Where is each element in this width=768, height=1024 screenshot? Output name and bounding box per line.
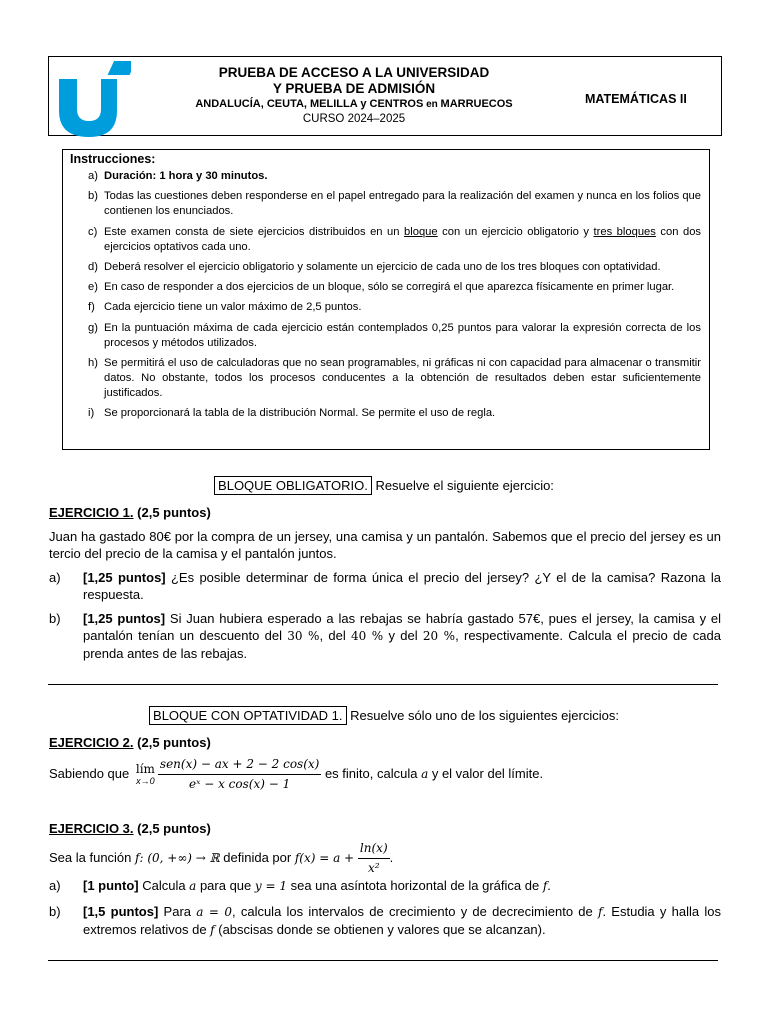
block-mandatory-text: Resuelve el siguiente ejercicio: [371, 478, 554, 493]
header-course: CURSO 2024–2025 [302, 113, 406, 125]
exercise-2-points: (2,5 puntos) [133, 735, 211, 750]
instruction-marker: f) [88, 301, 95, 314]
instruction-text: Cada ejercicio tiene un valor máximo de 2,5 puntos. [104, 301, 362, 314]
instruction-item [70, 260, 701, 275]
instruction-marker: g) [88, 321, 98, 334]
exercise-1-part-b [49, 610, 721, 662]
part-text: Calcula [138, 878, 190, 893]
header-title-line2: Y PRUEBA DE ADMISIÓN [272, 81, 436, 96]
fraction-denominator: x² [367, 861, 380, 875]
instruction-text: Se permitirá el uso de calculadoras que no sean programables, ni gráficas ni con capacidad para almacenar o transmitir datos. No obstante, todos los procesos conducentes a la obtención de resultados deben estar suficientemente justificados. [104, 357, 701, 400]
instruction-marker: d) [88, 260, 98, 273]
limit-subscript: x→0 [136, 775, 155, 786]
header-titles [149, 65, 559, 127]
math-var: a [189, 879, 197, 893]
instruction-item [70, 225, 701, 255]
part-marker: a) [49, 878, 61, 893]
function-fraction [358, 840, 390, 877]
instruction-text: Se proporcionará la tabla de la distribución Normal. Se permite el uso de regla. [104, 407, 496, 420]
exercise-1-label: EJERCICIO 1. [49, 505, 134, 520]
header-regions-b: MARRUECOS [440, 98, 513, 110]
header-regions-a: ANDALUCÍA, CEUTA, MELILLA y CENTROS [195, 98, 424, 110]
header-title-line1: PRUEBA DE ACCESO A LA UNIVERSIDAD [218, 65, 490, 80]
part-marker: b) [49, 611, 61, 626]
part-text: , respectivamente. Calcula el precio de cada prenda antes de las rebajas. [83, 628, 721, 661]
instruction-underlined: tres bloques [593, 225, 656, 238]
instruction-item [70, 321, 701, 351]
header-regions-en: en [423, 99, 441, 110]
instruction-text: En caso de responder a dos ejercicios de un bloque, sólo se corregirá el que aparezca físicamente en primer lugar. [104, 281, 675, 294]
instruction-item [70, 280, 701, 295]
university-logo-icon [55, 59, 131, 137]
exercise-3-statement [49, 840, 721, 877]
exercise-3-title [49, 821, 211, 836]
statement-text: . [389, 849, 394, 865]
statement-text: Sabiendo que [49, 765, 133, 781]
block-mandatory-heading [0, 478, 768, 493]
instruction-text: Duración: 1 hora y 30 minutos. [104, 170, 268, 182]
instruction-text: con dos ejercicios optativos cada uno. [104, 225, 702, 253]
part-text: , del [319, 628, 352, 643]
part-text: (abscisas donde se obtienen y valores que se alcanzan). [214, 922, 546, 937]
instruction-text: Este examen consta de siete ejercicios distribuidos en un [104, 225, 405, 238]
instruction-marker: a) [88, 170, 98, 182]
function-signature: f: (0, +∞) → ℝ [135, 850, 220, 865]
instruction-item [70, 189, 701, 219]
discount-1: 30 % [287, 629, 320, 643]
exercise-1-points: (2,5 puntos) [133, 505, 211, 520]
part-points: [1,25 puntos] [83, 611, 166, 626]
part-text: . Estudia y halla los extremos relativos de [83, 904, 721, 937]
part-text: . [547, 878, 551, 893]
header-regions [149, 97, 559, 112]
instruction-marker: e) [88, 281, 98, 294]
instruction-underlined: bloque [404, 225, 438, 238]
instruction-text: con un ejercicio obligatorio y [437, 225, 594, 238]
instruction-marker: h) [88, 357, 98, 370]
instruction-item [70, 406, 701, 421]
instruction-text: Deberá resolver el ejercicio obligatorio y solamente un ejercicio de cada uno de los tres bloques con optatividad. [104, 260, 661, 273]
part-points: [1 punto] [83, 878, 139, 893]
exercise-2-label: EJERCICIO 2. [49, 735, 134, 750]
fraction-denominator: eˣ − x cos(x) − 1 [189, 777, 291, 791]
instruction-item [70, 300, 701, 315]
part-points: [1,25 puntos] [83, 570, 166, 585]
block-optional-1-text: Resuelve sólo uno de los siguientes ejercicios: [346, 708, 619, 723]
math-var: f [598, 905, 603, 919]
section-divider [48, 960, 718, 961]
instruction-marker: b) [88, 190, 98, 203]
instruction-item [70, 356, 701, 401]
exercise-2-title [49, 735, 211, 750]
discount-2: 40 % [351, 629, 384, 643]
instructions-title: Instrucciones: [70, 152, 156, 166]
part-text: y del [383, 628, 423, 643]
block-optional-1-heading [0, 708, 768, 723]
exercise-3-points: (2,5 puntos) [133, 821, 211, 836]
function-definition: f(x) = a + [294, 850, 358, 865]
math-expr: a = 0 [196, 905, 232, 919]
statement-text: definida por [219, 849, 295, 865]
exercise-1-statement: Juan ha gastado 80€ por la compra de un jersey, una camisa y un pantalón. Sabemos que el precio del jersey es un tercio del precio de la camisa y el pantalón juntos. [49, 529, 721, 561]
exam-header [48, 56, 722, 136]
part-text: Si Juan hubiera esperado a las rebajas se habría gastado 57€, pues el jersey, la camisa y el pantalón tenían un descuento del [83, 611, 721, 643]
math-var: f [210, 923, 215, 937]
discount-3: 20 % [422, 629, 456, 643]
limit-fraction [158, 756, 321, 793]
instructions-box [62, 149, 710, 450]
part-marker: b) [49, 904, 61, 919]
variable-a: a [421, 766, 429, 781]
exercise-1-part-a [49, 569, 721, 603]
instruction-item [70, 169, 701, 184]
part-points: [1,5 puntos] [83, 904, 159, 919]
header-subject: MATEMÁTICAS II [585, 92, 687, 106]
statement-text: y el valor del límite. [428, 765, 544, 781]
exercise-2-statement [49, 756, 721, 793]
exercise-3-label: EJERCICIO 3. [49, 821, 134, 836]
fraction-numerator: sen(x) − ax + 2 − 2 cos(x) [158, 756, 321, 775]
instruction-text: Todas las cuestiones deben responderse en el papel entregado para la realización del examen y nunca en los folios que contienen los enunciados. [104, 190, 701, 218]
limit-operator [136, 763, 155, 787]
statement-text: Sea la función [49, 849, 136, 865]
instructions-list [70, 169, 701, 421]
statement-text: es finito, calcula [321, 765, 422, 781]
instruction-text: En la puntuación máxima de cada ejercicio están contemplados 0,25 puntos para valorar la expresión correcta de los procesos y métodos utilizados. [104, 321, 701, 349]
section-divider [48, 684, 718, 685]
part-text: , calcula los intervalos de crecimiento y de decrecimiento de [231, 904, 598, 919]
limit-symbol: lím [135, 761, 155, 776]
part-marker: a) [49, 570, 61, 585]
math-expr: y = 1 [254, 879, 287, 893]
part-text: Para [158, 904, 197, 919]
exercise-3-part-a [49, 877, 721, 895]
math-var: f [542, 879, 548, 893]
part-text: para que [196, 878, 255, 893]
instruction-marker: i) [88, 407, 95, 420]
exercise-3-part-b [49, 903, 721, 939]
fraction-numerator: ln(x) [358, 840, 390, 859]
part-text: ¿Es posible determinar de forma única el precio del jersey? ¿Y el de la camisa? Razona la respuesta. [83, 570, 721, 602]
exercise-1-title [49, 505, 211, 520]
block-mandatory-label: BLOQUE OBLIGATORIO. [214, 476, 372, 495]
part-text: sea una asíntota horizontal de la gráfica de [286, 878, 543, 893]
instruction-marker: c) [88, 225, 98, 238]
block-optional-1-label: BLOQUE CON OPTATIVIDAD 1. [149, 706, 347, 725]
